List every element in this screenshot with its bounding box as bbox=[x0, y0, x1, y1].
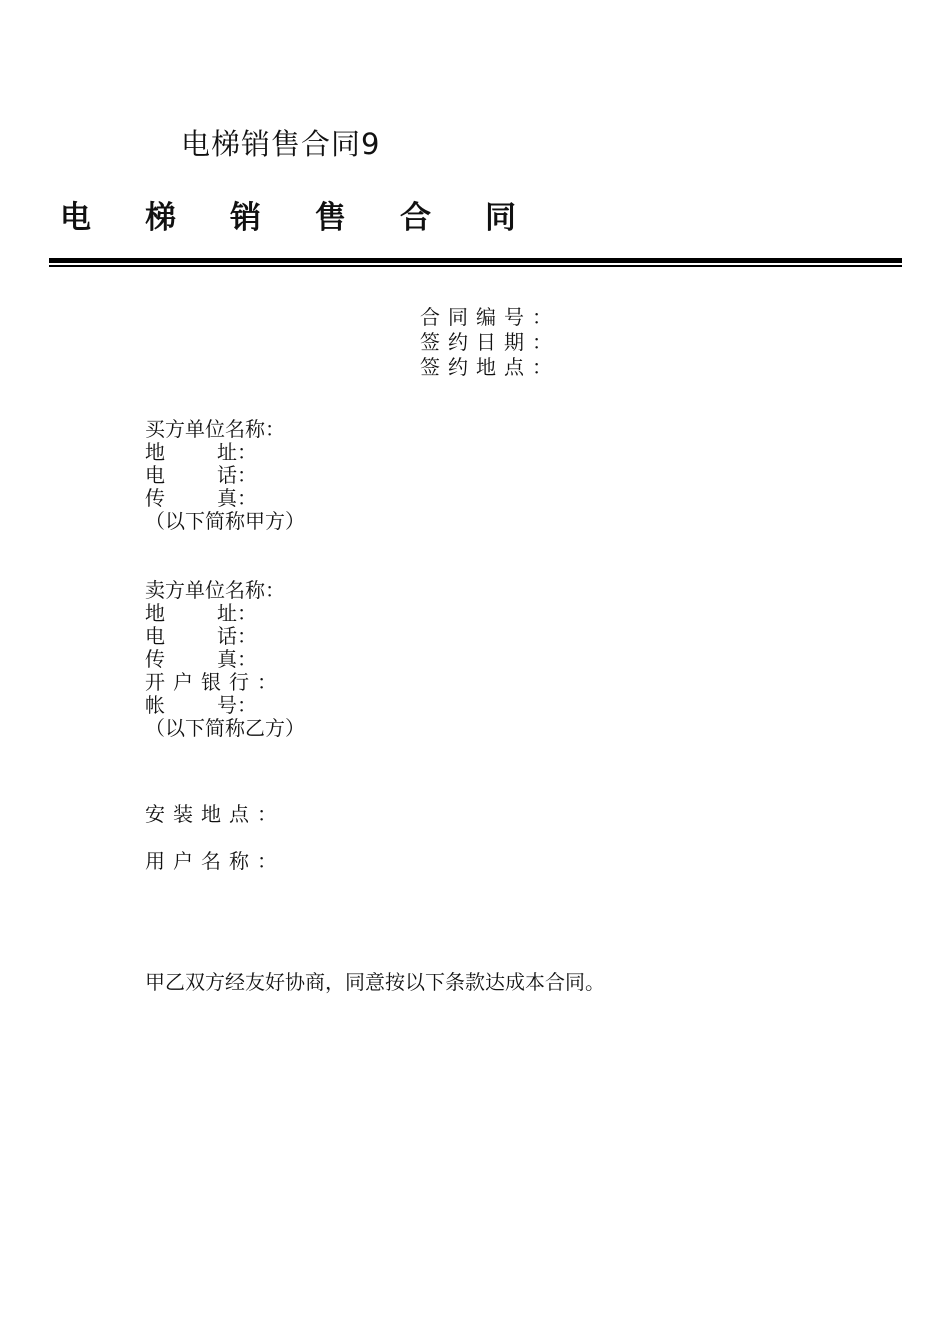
contract-number-label: 合同编号： bbox=[420, 305, 560, 329]
seller-phone-label: 电 bbox=[145, 624, 165, 648]
buyer-fax-label: 传 bbox=[145, 486, 165, 510]
buyer-phone-label-end: 话： bbox=[217, 463, 257, 487]
seller-address-label-end: 址： bbox=[217, 601, 257, 625]
contract-title bbox=[60, 192, 580, 236]
seller-account-label: 帐 bbox=[145, 693, 165, 717]
seller-address-label: 地 bbox=[145, 601, 165, 625]
buyer-address-label-end: 址： bbox=[217, 440, 257, 464]
user-name-label: 用户名称： bbox=[145, 849, 285, 873]
title-rule-thick bbox=[49, 258, 902, 263]
document-heading: 电梯销售合同9 bbox=[181, 127, 381, 161]
title-char: 梯 bbox=[145, 200, 176, 236]
title-char: 销 bbox=[230, 200, 261, 236]
buyer-phone-label: 电 bbox=[145, 463, 165, 487]
seller-fax-label: 传 bbox=[145, 647, 165, 671]
sign-place-label: 签约地点： bbox=[420, 355, 560, 379]
sign-date-label: 签约日期： bbox=[420, 330, 560, 354]
title-char: 合 bbox=[400, 200, 431, 236]
seller-name-label: 卖方单位名称： bbox=[145, 578, 285, 602]
seller-phone-label-end: 话： bbox=[217, 624, 257, 648]
seller-bank-label: 开户银行： bbox=[145, 670, 285, 694]
seller-fax-label-end: 真： bbox=[217, 647, 257, 671]
buyer-address-label: 地 bbox=[145, 440, 165, 464]
title-char: 同 bbox=[485, 200, 516, 236]
install-place-label: 安装地点： bbox=[145, 802, 285, 826]
title-char: 电 bbox=[60, 200, 91, 236]
title-char: 售 bbox=[315, 200, 346, 236]
agreement-paragraph: 甲乙双方经友好协商，同意按以下条款达成本合同。 bbox=[145, 970, 605, 994]
buyer-name-label: 买方单位名称： bbox=[145, 417, 285, 441]
buyer-note: （以下简称甲方） bbox=[145, 509, 305, 533]
seller-note: （以下简称乙方） bbox=[145, 716, 305, 740]
title-rule-thin bbox=[49, 265, 902, 267]
buyer-fax-label-end: 真： bbox=[217, 486, 257, 510]
seller-account-label-end: 号： bbox=[217, 693, 257, 717]
contract-meta bbox=[420, 305, 560, 380]
